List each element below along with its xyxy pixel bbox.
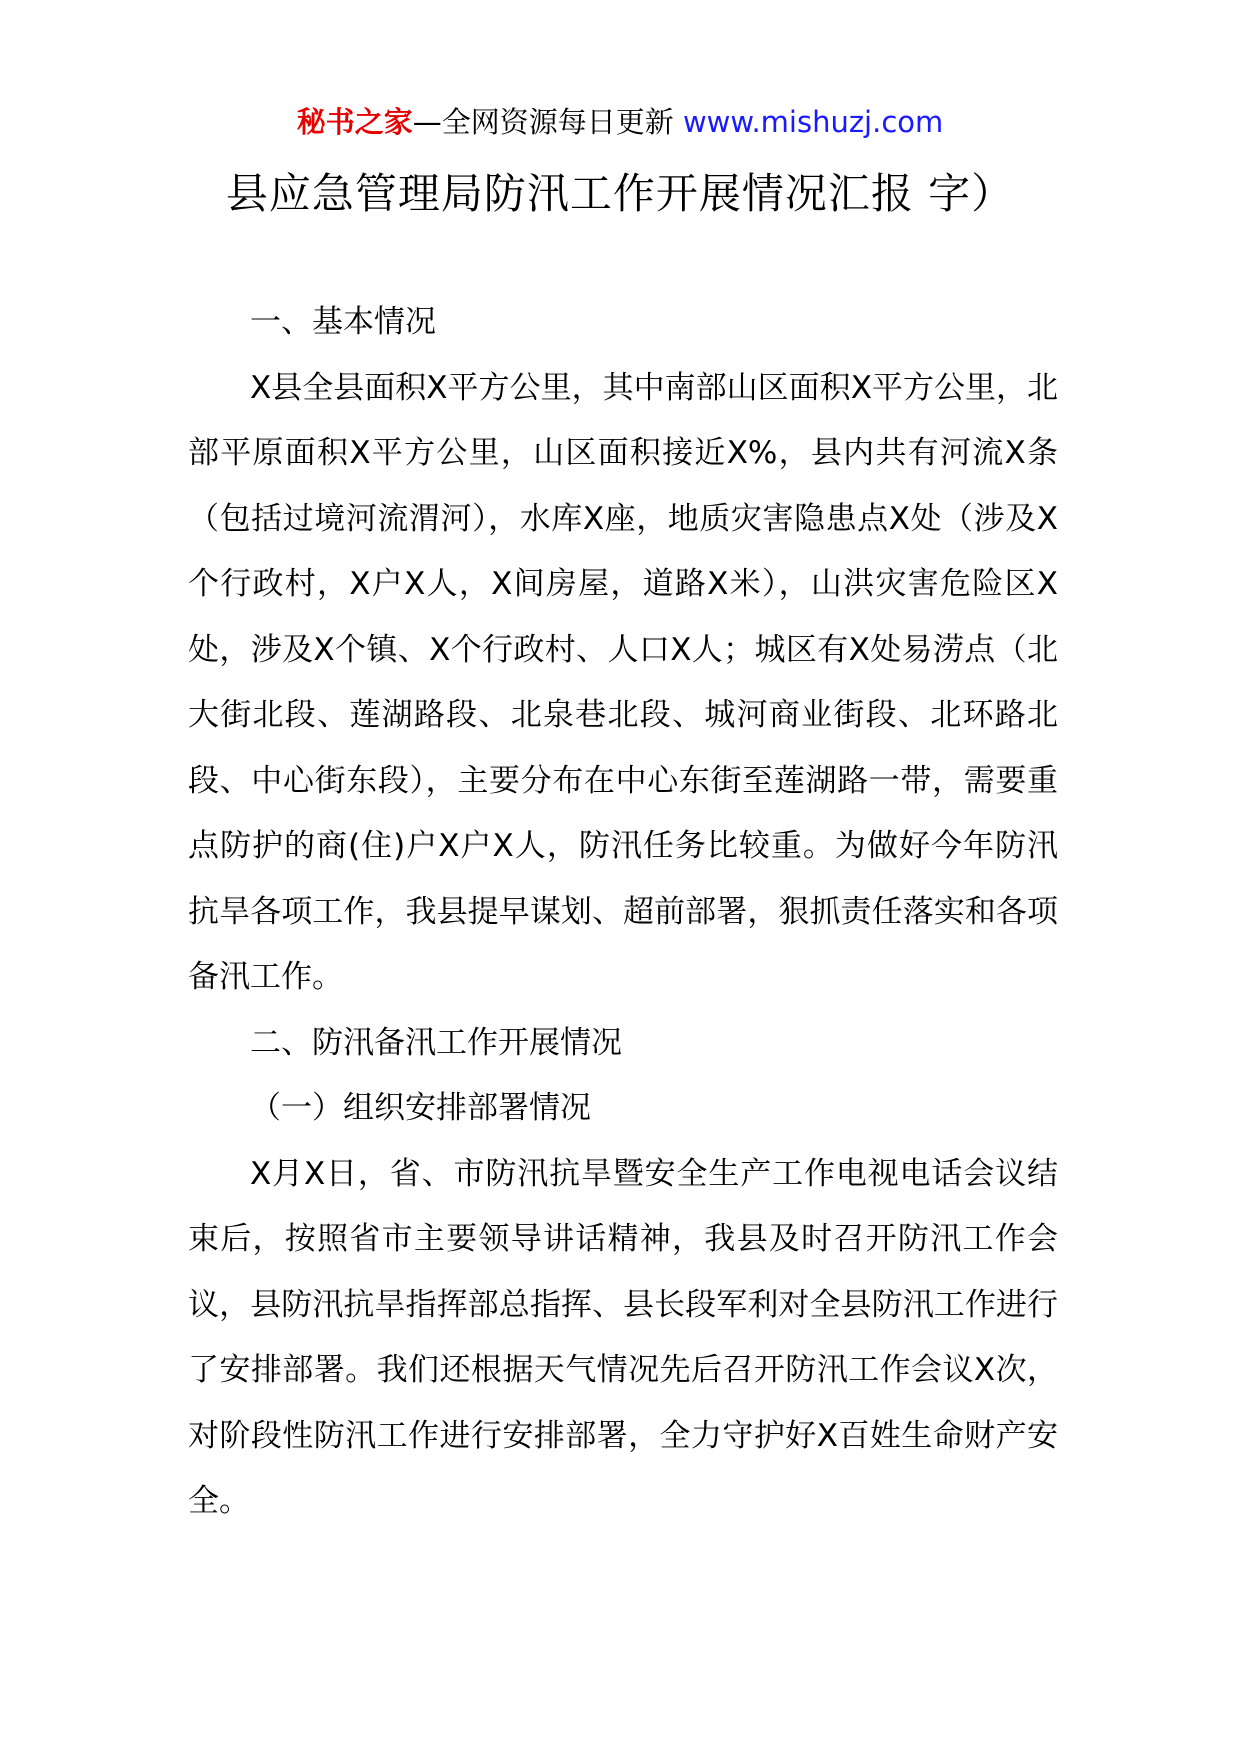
paragraph-basic-info: X县全县面积X平方公里，其中南部山区面积X平方公里，北部平原面积X平方公里，山区面积接近X%，县内共有河流X条（包括过境河流渭河），水库X座，地质灾害隐患点X处（涉及X个行政村，X户X人，X间房屋，道路X米），山洪灾害危险区X处，涉及X个镇、X个行政村、人口X人；城区有X处易涝点（北大街北段、莲湖路段、北泉巷北段、城河商业街段、北环路北段、中心街东段），主要分布在中心东街至莲湖路一带，需要重点防护的商(住)户X户X人，防汛任务比较重。为做好今年防汛抗旱各项工作，我县提早谋划、超前部署，狠抓责任落实和各项备汛工作。 xyxy=(188,369,1058,995)
document-body xyxy=(188,290,1058,1535)
section-heading-flood-prep: 二、防汛备汛工作开展情况 xyxy=(250,1024,622,1061)
site-tagline: —全网资源每日更新 xyxy=(412,105,683,139)
paragraph-organization: X月X日，省、市防汛抗旱暨安全生产工作电视电话会议结束后，按照省市主要领导讲话精神，我县及时召开防汛工作会议，县防汛抗旱指挥部总指挥、县长段军利对全县防汛工作进行了安排部署。我们还根据天气情况先后召开防汛工作会议X次，对阶段性防汛工作进行安排部署，全力守护好X百姓生命财产安全。 xyxy=(188,1155,1058,1519)
section-heading-basic: 一、基本情况 xyxy=(250,304,436,340)
document-title: 县应急管理局防汛工作开展情况汇报 字） xyxy=(225,169,1015,218)
site-header xyxy=(0,100,1240,144)
site-url-link[interactable]: www.mishuzj.com xyxy=(682,105,944,139)
site-brand: 秘书之家 xyxy=(296,105,413,139)
subsection-heading-organization: （一）组织安排部署情况 xyxy=(250,1090,591,1126)
